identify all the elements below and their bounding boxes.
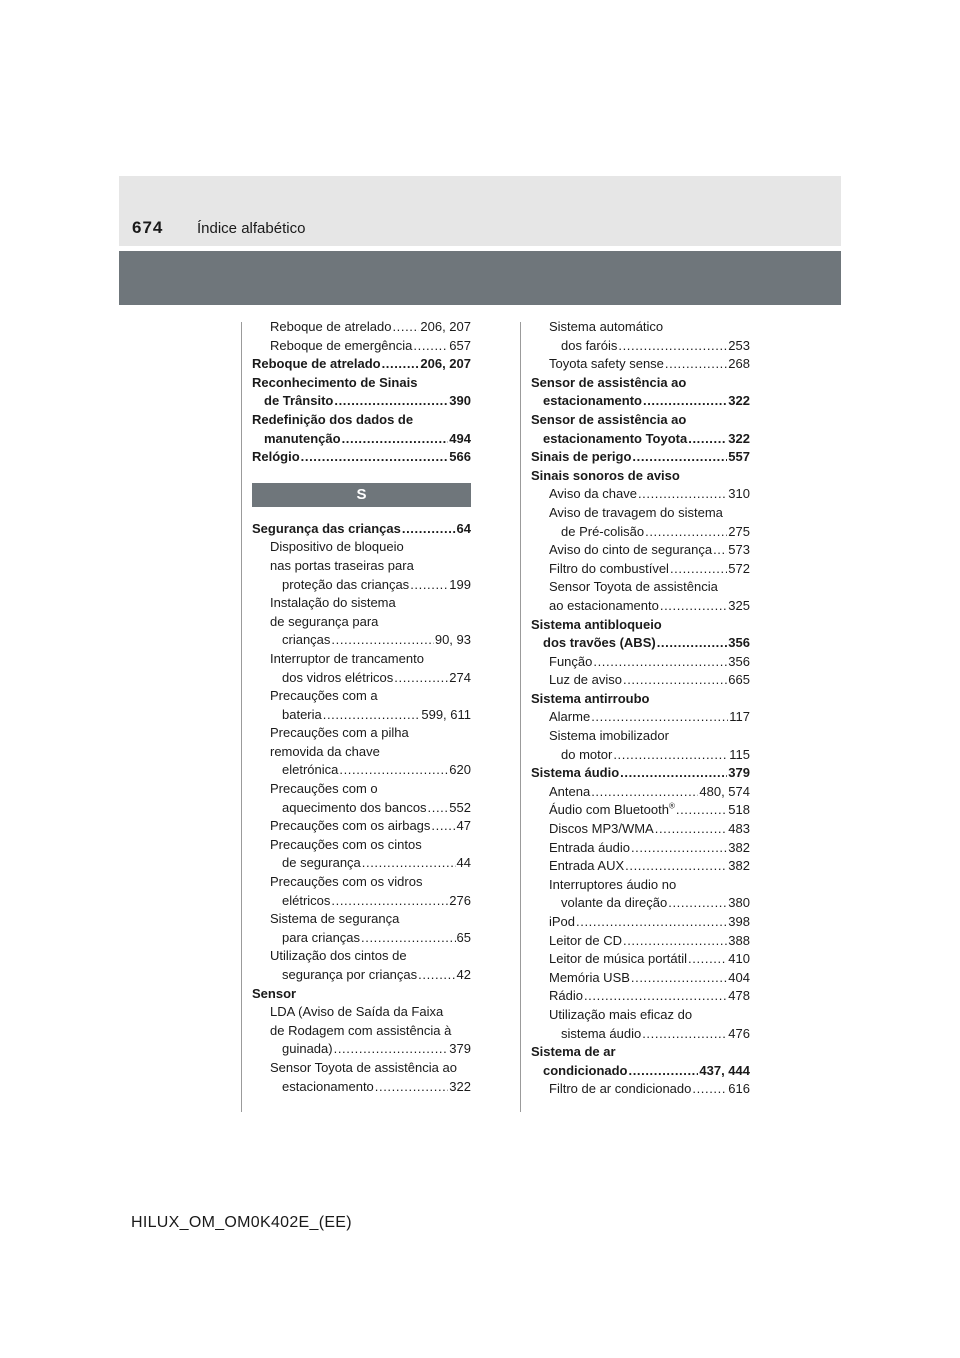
page-reference: 616	[728, 1081, 750, 1097]
page-reference: 404	[728, 969, 750, 985]
index-entry	[531, 764, 750, 783]
section-letter-bar: S	[252, 483, 471, 507]
index-entry-label: Função	[549, 653, 593, 669]
index-entry	[252, 799, 471, 818]
index-entry-label: guinada)	[282, 1041, 333, 1057]
index-entry-label: do motor	[561, 746, 613, 762]
dot-leader	[613, 746, 728, 765]
page-reference: 199	[449, 576, 471, 592]
page-number: 674	[132, 218, 164, 237]
dot-leader	[713, 541, 727, 560]
index-entry	[531, 932, 750, 951]
dot-leader	[620, 764, 727, 783]
header-band	[119, 251, 841, 305]
index-entry	[252, 854, 471, 873]
page-reference: 276	[449, 892, 471, 908]
index-entry-line: de segurança para	[270, 613, 379, 629]
page-reference: 390	[449, 393, 471, 409]
index-entry	[531, 430, 750, 449]
dot-leader	[301, 448, 449, 467]
index-entry-line: de Rodagem com assistência à	[270, 1022, 452, 1038]
index-column-right	[531, 318, 750, 1099]
index-entry-label: segurança por crianças	[282, 967, 418, 982]
dot-leader	[665, 355, 727, 374]
index-entry-line: Sistema antibloqueio	[531, 616, 662, 632]
index-group-s	[252, 520, 471, 1096]
page-reference: 274	[449, 669, 471, 685]
index-entry-label: sistema áudio	[561, 1025, 642, 1041]
index-entry-label: Reboque de emergência	[270, 337, 413, 353]
index-entry	[531, 987, 750, 1006]
index-entry-label: de Trânsito	[264, 393, 334, 409]
page-reference: 268	[728, 356, 750, 372]
index-entry-label: Memória USB	[549, 969, 630, 985]
index-entry	[531, 485, 750, 504]
index-entry-label: Sinais de perigo	[531, 449, 632, 465]
page-reference: 382	[728, 839, 750, 855]
dot-leader	[331, 631, 433, 650]
dot-leader	[591, 708, 728, 727]
index-entry-line: Redefinição dos dados de	[252, 411, 414, 427]
index-entry-line: Sistema automático	[549, 319, 664, 334]
page-reference: 115	[729, 746, 750, 762]
page-reference: 494	[449, 430, 471, 446]
index-entry-line: Aviso de travagem do sistema	[549, 504, 723, 520]
index-entry-line: Sistema antirroubo	[531, 690, 650, 706]
index-group-r	[252, 318, 471, 467]
index-entry-line: Sensor	[252, 985, 297, 1001]
index-entry	[252, 892, 471, 911]
dot-leader	[362, 854, 456, 873]
dot-leader	[361, 929, 455, 948]
page-reference: 483	[728, 821, 750, 837]
index-entry	[531, 671, 750, 690]
index-entry-line: Reconhecimento de Sinais	[252, 374, 418, 390]
dot-leader	[334, 1040, 449, 1059]
index-entry-label: Leitor de música portátil	[549, 951, 688, 967]
index-entry-label: Antena	[549, 783, 591, 799]
index-entry-line: Dispositivo de bloqueio	[270, 539, 404, 555]
dot-leader	[394, 669, 448, 688]
index-entry-label: proteção das crianças	[282, 576, 410, 592]
page-reference: 665	[728, 672, 750, 688]
index-entry-line: Precauções com o	[270, 781, 378, 797]
index-entry	[252, 318, 471, 337]
dot-leader	[418, 966, 455, 985]
dot-leader	[676, 801, 727, 820]
page-reference: 206, 207	[420, 356, 471, 372]
dot-leader	[688, 950, 727, 969]
index-entry	[531, 337, 750, 356]
dot-leader	[645, 523, 727, 542]
page-reference: 437, 444	[699, 1062, 750, 1078]
page-reference: 65	[456, 929, 471, 945]
index-entry	[252, 929, 471, 948]
index-entry-label: estacionamento Toyota	[543, 430, 688, 446]
index-entry	[531, 746, 750, 765]
index-entry	[531, 1062, 750, 1081]
index-entry-label: Relógio	[252, 449, 300, 465]
index-entry	[531, 448, 750, 467]
index-entry-line: removida da chave	[270, 743, 380, 759]
index-entry	[531, 801, 750, 820]
dot-leader	[657, 634, 728, 653]
index-entry-line: Utilização dos cintos de	[270, 948, 407, 964]
index-entry	[531, 913, 750, 932]
dot-leader	[584, 987, 727, 1006]
dot-leader	[431, 817, 455, 836]
page-reference: 356	[728, 653, 750, 669]
index-entry-line: Sistema imobilizador	[549, 728, 669, 744]
index-entry-label: Aviso da chave	[549, 486, 637, 502]
document-code: HILUX_OM_OM0K402E_(EE)	[131, 1214, 352, 1231]
index-entry-line: Precauções com a	[270, 688, 378, 704]
page-reference: 206, 207	[420, 319, 471, 334]
section-title: Índice alfabético	[197, 220, 306, 237]
dot-leader	[625, 857, 727, 876]
page-reference: 572	[728, 560, 750, 576]
index-entry	[252, 520, 471, 539]
page-reference: 322	[449, 1078, 471, 1094]
dot-leader	[638, 485, 727, 504]
index-entry	[252, 355, 471, 374]
page-reference: 518	[728, 802, 750, 818]
dot-leader	[323, 706, 421, 725]
index-entry-label: Filtro de ar condicionado	[549, 1081, 692, 1097]
index-entry	[531, 541, 750, 560]
index-entry	[531, 969, 750, 988]
dot-leader	[655, 820, 728, 839]
index-entry-label: ao estacionamento	[549, 597, 659, 613]
index-entry-line: Utilização mais eficaz do	[549, 1006, 693, 1022]
dot-leader	[342, 430, 449, 449]
page-reference: 599, 611	[421, 706, 471, 722]
index-entry	[252, 392, 471, 411]
index-entry-label: Alarme	[549, 709, 591, 725]
index-entry-label: eletrónica	[282, 762, 339, 778]
index-entry	[252, 1078, 471, 1097]
index-entry	[252, 706, 471, 725]
index-entry-line: Sistema de segurança	[270, 911, 400, 927]
index-entry-label: para crianças	[282, 929, 361, 945]
index-entry-label: Toyota safety sense	[549, 356, 664, 372]
index-entry	[252, 448, 471, 467]
index-entry	[252, 669, 471, 688]
dot-leader	[331, 892, 448, 911]
page-reference: 566	[449, 449, 471, 465]
index-entry-label: Segurança das crianças	[252, 520, 401, 536]
index-entry-label: Áudio com Bluetooth®	[549, 802, 675, 818]
index-entry-line: Instalação do sistema	[270, 595, 396, 611]
index-entry-label: condicionado	[543, 1062, 628, 1078]
index-column-left	[252, 318, 471, 1096]
column-rule-left	[241, 322, 242, 1112]
index-entry	[531, 857, 750, 876]
dot-leader	[631, 969, 727, 988]
index-entry-label: Rádio	[549, 988, 583, 1004]
page-reference: 657	[449, 337, 471, 353]
index-entry-label: volante da direção	[561, 895, 668, 911]
index-entry	[252, 761, 471, 780]
index-entry-label: Leitor de CD	[549, 932, 622, 948]
page-reference: 552	[449, 799, 471, 815]
index-entry	[531, 839, 750, 858]
page-reference: 322	[728, 393, 750, 409]
dot-leader	[623, 932, 727, 951]
index-entry-label: Sistema áudio	[531, 765, 620, 781]
page-reference: 310	[728, 486, 750, 502]
page-reference: 117	[729, 709, 750, 725]
index-entry	[531, 653, 750, 672]
dot-leader	[692, 1080, 727, 1099]
page-reference: 380	[728, 895, 750, 911]
index-entry-line: Sensor de assistência ao	[531, 411, 687, 427]
dot-leader	[591, 783, 698, 802]
index-entry-line: Sistema de ar	[531, 1044, 616, 1060]
dot-leader	[382, 355, 420, 374]
page-reference: 573	[728, 542, 750, 558]
page-reference: 356	[728, 635, 750, 651]
page-reference: 398	[728, 914, 750, 929]
dot-leader	[334, 392, 448, 411]
index-entry-line: Precauções com os cintos	[270, 836, 422, 852]
index-entry	[531, 634, 750, 653]
index-entry	[531, 523, 750, 542]
dot-leader	[576, 913, 727, 932]
page-reference: 42	[456, 967, 471, 982]
index-entry-line: Precauções com a pilha	[270, 725, 409, 741]
dot-leader	[660, 597, 727, 616]
page-reference: 90, 93	[434, 632, 471, 648]
index-entry	[252, 631, 471, 650]
dot-leader	[688, 430, 727, 449]
page-reference: 620	[449, 762, 471, 778]
index-entry	[531, 950, 750, 969]
index-entry	[531, 355, 750, 374]
page-reference: 379	[728, 765, 750, 781]
index-entry-line: Sensor de assistência ao	[531, 374, 687, 390]
dot-leader	[410, 576, 448, 595]
index-entry-label: estacionamento	[543, 393, 642, 409]
dot-leader	[413, 337, 448, 356]
index-entry-label: Filtro do combustível	[549, 560, 669, 576]
page-reference: 47	[456, 818, 471, 834]
dot-leader	[402, 520, 456, 539]
index-entry	[252, 576, 471, 595]
index-entry-label: de Pré-colisão	[561, 523, 645, 539]
index-entry-label: Discos MP3/WMA	[549, 821, 654, 837]
index-entry	[531, 560, 750, 579]
index-entry	[531, 1080, 750, 1099]
page-reference: 557	[728, 449, 750, 465]
dot-leader	[339, 761, 448, 780]
index-entry-label: Reboque de atrelado	[252, 356, 381, 372]
page-reference: 388	[728, 932, 750, 948]
index-entry	[531, 820, 750, 839]
dot-leader	[632, 448, 727, 467]
page-reference: 480, 574	[699, 783, 750, 799]
column-rule-right	[520, 322, 521, 1112]
dot-leader	[428, 799, 449, 818]
page-header	[119, 176, 841, 246]
index-entry-label: iPod	[549, 914, 576, 929]
page-reference: 382	[728, 858, 750, 874]
page-reference: 44	[456, 855, 471, 871]
index-entry-line: Interruptores áudio no	[549, 876, 677, 892]
dot-leader	[618, 337, 727, 356]
dot-leader	[629, 1062, 699, 1081]
page-reference: 410	[728, 951, 750, 967]
dot-leader	[392, 318, 419, 337]
index-group-s-continued	[531, 318, 750, 1099]
index-entry-label: dos travões (ABS)	[543, 635, 656, 651]
page-reference: 476	[728, 1025, 750, 1041]
dot-leader	[668, 894, 727, 913]
index-entry	[252, 966, 471, 985]
page-reference: 322	[728, 430, 750, 446]
index-entry	[531, 597, 750, 616]
index-entry-label: Reboque de atrelado	[270, 319, 392, 334]
dot-leader	[643, 392, 727, 411]
page-reference: 64	[456, 520, 471, 536]
index-entry-label: dos vidros elétricos	[282, 669, 394, 685]
dot-leader	[642, 1025, 727, 1044]
index-entry	[531, 1025, 750, 1044]
index-entry	[252, 430, 471, 449]
index-entry	[531, 708, 750, 727]
index-entry-label: Luz de aviso	[549, 672, 622, 688]
index-entry-line: nas portas traseiras para	[270, 557, 414, 573]
index-entry-label: dos faróis	[561, 337, 618, 353]
index-entry-label: Aviso do cinto de segurança	[549, 542, 713, 558]
dot-leader	[670, 560, 727, 579]
index-entry-label: Entrada AUX	[549, 858, 625, 874]
page-reference: 275	[728, 523, 750, 539]
index-entry-label: bateria	[282, 706, 322, 722]
page-reference: 325	[728, 597, 750, 613]
index-entry-label: crianças	[282, 632, 331, 648]
index-entry-label: de segurança	[282, 855, 361, 871]
trademark-mark: ®	[668, 802, 675, 812]
page-reference: 253	[728, 337, 750, 353]
index-entry-line: LDA (Aviso de Saída da Faixa	[270, 1004, 444, 1020]
index-entry-line: Interruptor de trancamento	[270, 650, 424, 666]
page-reference: 379	[449, 1041, 471, 1057]
index-entry-line: Sensor Toyota de assistência ao	[270, 1059, 457, 1075]
dot-leader	[631, 839, 727, 858]
index-entry	[531, 392, 750, 411]
index-entry-label: aquecimento dos bancos	[282, 799, 427, 815]
index-entry-label: estacionamento	[282, 1078, 374, 1094]
index-entry-line: Sinais sonoros de aviso	[531, 467, 680, 483]
index-entry	[252, 1040, 471, 1059]
index-entry-label: manutenção	[264, 430, 341, 446]
index-entry	[252, 337, 471, 356]
dot-leader	[623, 671, 727, 690]
page-reference: 478	[728, 988, 750, 1004]
index-entry	[252, 817, 471, 836]
index-entry-label: elétricos	[282, 892, 331, 908]
index-entry	[531, 894, 750, 913]
index-entry	[531, 783, 750, 802]
dot-leader	[593, 653, 727, 672]
index-entry-line: Precauções com os vidros	[270, 874, 423, 890]
index-entry-line: Sensor Toyota de assistência	[549, 579, 718, 595]
index-entry-label: Entrada áudio	[549, 839, 630, 855]
index-entry-label: Precauções com os airbags	[270, 818, 431, 834]
dot-leader	[375, 1078, 449, 1097]
